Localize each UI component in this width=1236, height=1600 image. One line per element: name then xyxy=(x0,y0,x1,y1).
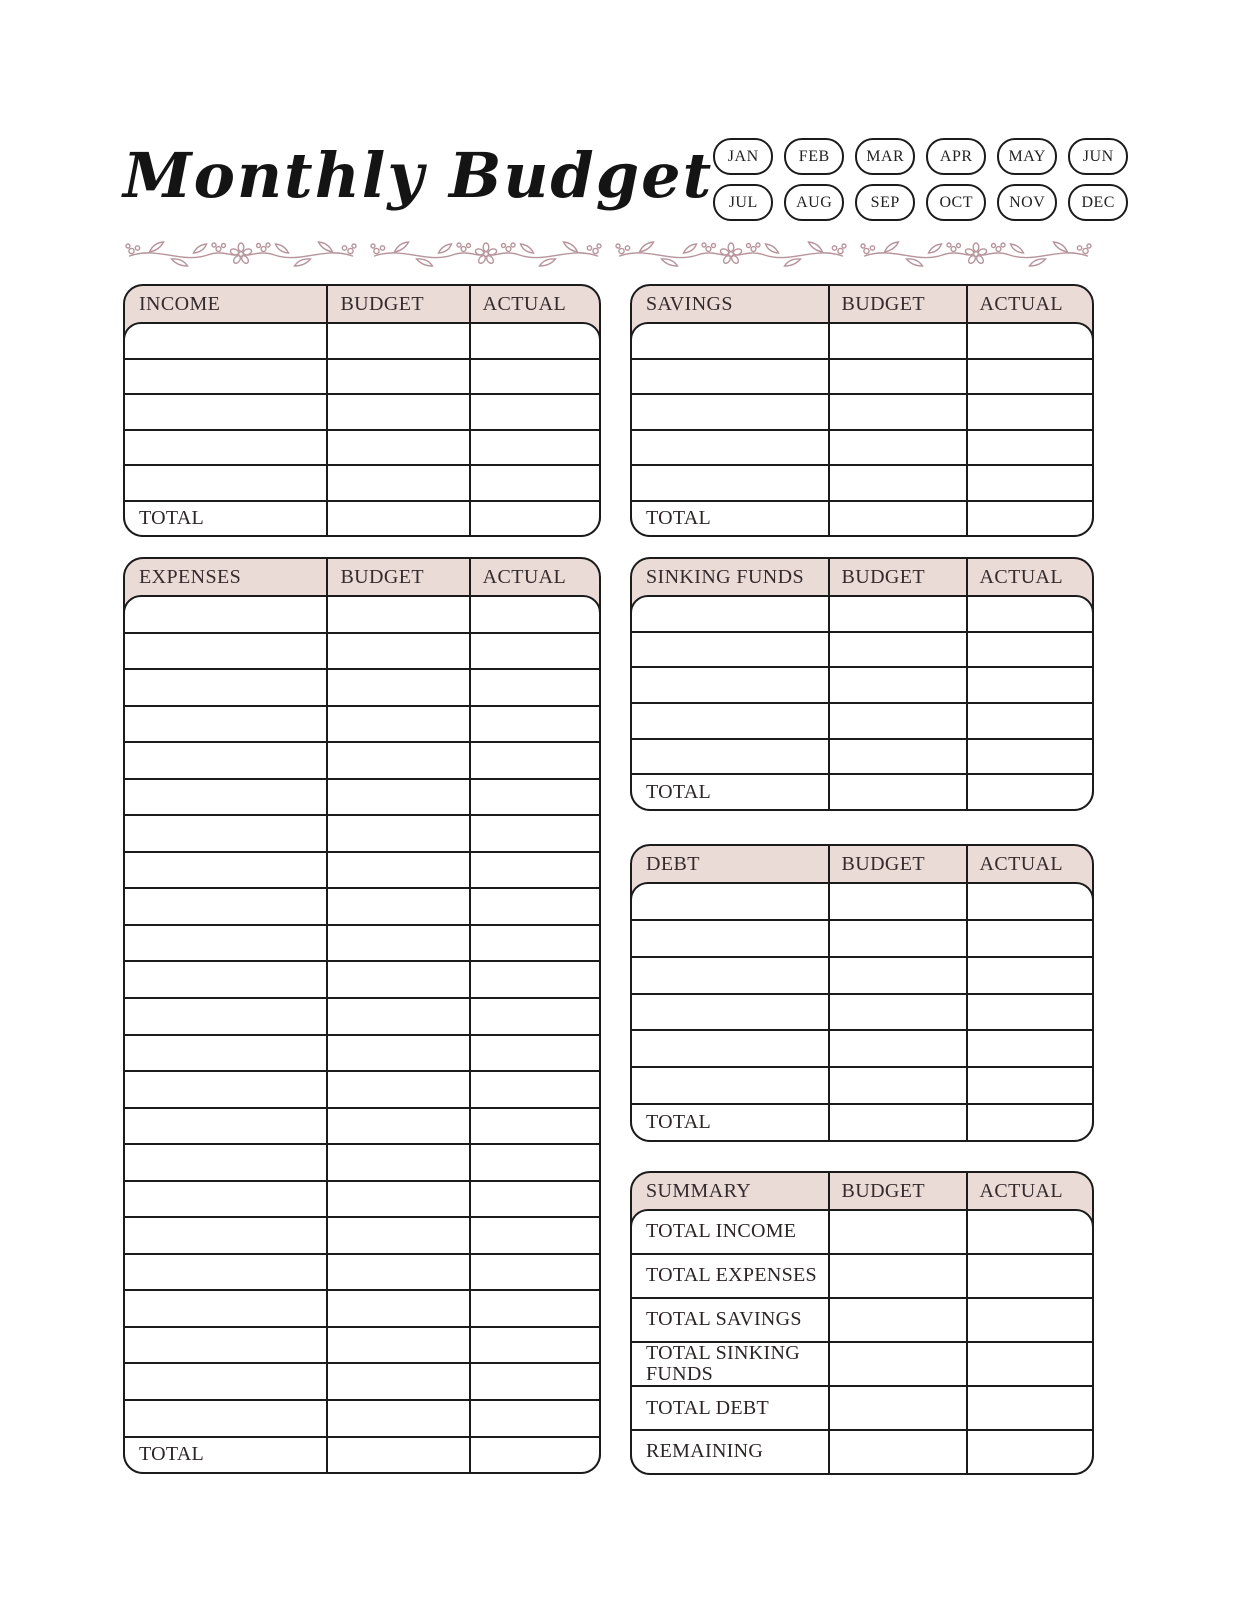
month-pill-jan[interactable]: JAN xyxy=(713,138,773,175)
actual-column-header: ACTUAL xyxy=(979,292,1064,315)
empty-row xyxy=(632,631,1092,667)
row-total-savings xyxy=(632,1297,1092,1341)
summary-title: SUMMARY xyxy=(646,1179,752,1202)
empty-row xyxy=(125,393,599,429)
row-total-sinking-funds xyxy=(632,1341,1092,1385)
budget-column-header: BUDGET xyxy=(841,1179,926,1202)
month-pill-may[interactable]: MAY xyxy=(997,138,1057,175)
empty-row xyxy=(125,741,599,778)
empty-row xyxy=(632,884,1092,919)
savings-table-header xyxy=(632,286,1092,322)
column-divider xyxy=(828,846,830,1140)
row-label: REMAINING xyxy=(646,1440,764,1463)
actual-column-header: ACTUAL xyxy=(979,565,1064,588)
floral-divider xyxy=(123,239,1094,269)
empty-row xyxy=(125,778,599,815)
column-divider xyxy=(966,286,968,535)
empty-row xyxy=(125,924,599,961)
empty-row xyxy=(125,429,599,465)
expenses-table-body xyxy=(123,595,601,1474)
column-divider xyxy=(966,559,968,809)
empty-row xyxy=(632,993,1092,1030)
income-table-body xyxy=(123,322,601,537)
expenses-table-header xyxy=(125,559,599,595)
page-header xyxy=(123,138,1115,221)
savings-table-body xyxy=(630,322,1094,537)
income-table-header xyxy=(125,286,599,322)
empty-row xyxy=(125,887,599,924)
empty-row xyxy=(125,1107,599,1144)
row-total xyxy=(632,1103,1092,1140)
empty-row xyxy=(125,814,599,851)
row-label: TOTAL SAVINGS xyxy=(646,1308,802,1331)
empty-row xyxy=(632,358,1092,394)
empty-row xyxy=(632,919,1092,956)
debt-table xyxy=(630,844,1094,1142)
month-row-2 xyxy=(713,184,1128,221)
column-divider xyxy=(469,286,471,535)
row-label: TOTAL xyxy=(646,1110,712,1133)
empty-row xyxy=(125,705,599,742)
row-total xyxy=(632,773,1092,809)
empty-row xyxy=(125,851,599,888)
empty-row xyxy=(125,960,599,997)
row-total xyxy=(125,1436,599,1473)
empty-row xyxy=(125,358,599,394)
row-total xyxy=(125,500,599,536)
debt-table-body xyxy=(630,882,1094,1142)
empty-row xyxy=(125,1216,599,1253)
debt-table-header xyxy=(632,846,1092,882)
month-pill-jun[interactable]: JUN xyxy=(1068,138,1128,175)
column-divider xyxy=(326,559,328,1472)
month-pill-nov[interactable]: NOV xyxy=(997,184,1057,221)
empty-row xyxy=(125,632,599,669)
row-remaining xyxy=(632,1429,1092,1473)
budget-column-header: BUDGET xyxy=(841,852,926,875)
empty-row xyxy=(632,429,1092,465)
month-pill-oct[interactable]: OCT xyxy=(926,184,986,221)
empty-row xyxy=(125,1070,599,1107)
empty-row xyxy=(632,324,1092,358)
empty-row xyxy=(125,597,599,632)
column-divider xyxy=(966,846,968,1140)
sinking-funds-table-header xyxy=(632,559,1092,595)
floral-vine-divider-icon xyxy=(123,239,1094,269)
empty-row xyxy=(632,1029,1092,1066)
summary-table-header xyxy=(632,1173,1092,1209)
row-label: TOTAL SINKING FUNDS xyxy=(646,1341,800,1385)
summary-table xyxy=(630,1171,1094,1475)
empty-row xyxy=(632,666,1092,702)
row-total-income xyxy=(632,1211,1092,1253)
month-pill-aug[interactable]: AUG xyxy=(784,184,844,221)
month-pill-jul[interactable]: JUL xyxy=(713,184,773,221)
empty-row xyxy=(125,1180,599,1217)
actual-column-header: ACTUAL xyxy=(979,1179,1064,1202)
row-label: TOTAL DEBT xyxy=(646,1396,770,1419)
empty-row xyxy=(125,1143,599,1180)
income-title: INCOME xyxy=(139,292,221,315)
column-divider xyxy=(966,1173,968,1473)
sinking-funds-table-body xyxy=(630,595,1094,811)
empty-row xyxy=(125,1034,599,1071)
empty-row xyxy=(125,997,599,1034)
empty-row xyxy=(632,956,1092,993)
empty-row xyxy=(632,1066,1092,1103)
debt-title: DEBT xyxy=(646,852,700,875)
column-divider xyxy=(469,559,471,1472)
empty-row xyxy=(632,393,1092,429)
empty-row xyxy=(125,324,599,358)
month-pill-mar[interactable]: MAR xyxy=(855,138,915,175)
empty-row xyxy=(632,464,1092,500)
row-label: TOTAL xyxy=(646,506,712,529)
left-column xyxy=(123,284,601,1475)
savings-title: SAVINGS xyxy=(646,292,733,315)
actual-column-header: ACTUAL xyxy=(979,852,1064,875)
expenses-title: EXPENSES xyxy=(139,565,242,588)
empty-row xyxy=(125,668,599,705)
budget-column-header: BUDGET xyxy=(340,292,424,315)
month-pill-sep[interactable]: SEP xyxy=(855,184,915,221)
column-divider xyxy=(828,559,830,809)
month-pill-feb[interactable]: FEB xyxy=(784,138,844,175)
summary-table-body xyxy=(630,1209,1094,1475)
column-divider xyxy=(828,1173,830,1473)
row-total-debt xyxy=(632,1385,1092,1429)
row-total-expenses xyxy=(632,1253,1092,1297)
row-label: TOTAL INCOME xyxy=(646,1220,797,1243)
income-table xyxy=(123,284,601,537)
tables-area xyxy=(123,284,1094,1475)
empty-row xyxy=(632,738,1092,774)
empty-row xyxy=(632,597,1092,631)
row-total xyxy=(632,500,1092,536)
month-row-1 xyxy=(713,138,1128,175)
empty-row xyxy=(125,464,599,500)
month-pill-apr[interactable]: APR xyxy=(926,138,986,175)
right-column xyxy=(630,284,1094,1475)
empty-row xyxy=(125,1326,599,1363)
empty-row xyxy=(125,1399,599,1436)
month-selector xyxy=(713,138,1128,221)
expenses-table xyxy=(123,557,601,1474)
row-label: TOTAL xyxy=(139,1443,205,1466)
empty-row xyxy=(125,1362,599,1399)
month-pill-dec[interactable]: DEC xyxy=(1068,184,1128,221)
empty-row xyxy=(125,1289,599,1326)
sinking-funds-title: SINKING FUNDS xyxy=(646,565,804,588)
actual-column-header: ACTUAL xyxy=(482,565,567,588)
budget-column-header: BUDGET xyxy=(340,565,424,588)
column-divider xyxy=(326,286,328,535)
sinking-funds-table xyxy=(630,557,1094,811)
column-divider xyxy=(828,286,830,535)
empty-row xyxy=(125,1253,599,1290)
row-label: TOTAL xyxy=(139,506,205,529)
empty-row xyxy=(632,702,1092,738)
budget-column-header: BUDGET xyxy=(841,565,926,588)
row-label: TOTAL xyxy=(646,780,712,803)
page-title: Monthly Budget xyxy=(123,139,714,212)
actual-column-header: ACTUAL xyxy=(482,292,567,315)
budget-column-header: BUDGET xyxy=(841,292,926,315)
row-label: TOTAL EXPENSES xyxy=(646,1264,817,1287)
savings-table xyxy=(630,284,1094,537)
